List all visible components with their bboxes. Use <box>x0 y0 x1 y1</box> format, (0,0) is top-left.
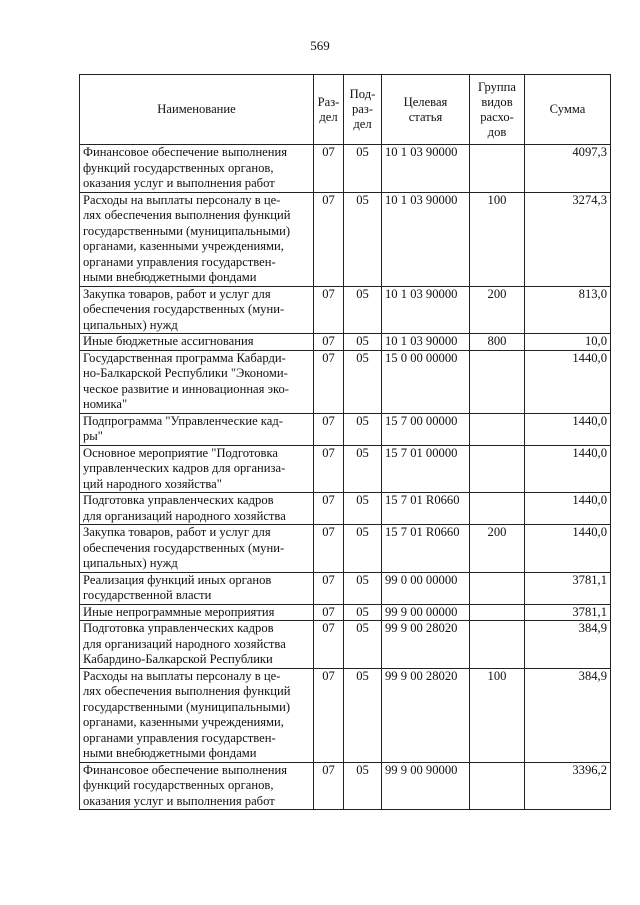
row-name: Реализация функций иных органов государственной власти <box>80 572 314 604</box>
row-article: 99 9 00 28020 <box>382 668 470 762</box>
row-subsection: 05 <box>344 525 382 573</box>
table-row <box>80 192 611 286</box>
header-group: Группа видов расхо- дов <box>470 75 525 145</box>
row-group <box>470 445 525 493</box>
row-group <box>470 413 525 445</box>
row-sum: 3274,3 <box>525 192 611 286</box>
row-section: 07 <box>314 413 344 445</box>
row-name: Подготовка управленческих кадров для организаций народного хозяйства <box>80 493 314 525</box>
header-sum: Сумма <box>525 75 611 145</box>
table-header-row <box>80 75 611 145</box>
row-name: Расходы на выплаты персоналу в це- лях обеспечения выполнения функций государственными (муниципальными) органами, казенными учреждениями, органами управления государствен- ными внебюджетными фондами <box>80 668 314 762</box>
table-row <box>80 762 611 810</box>
table-row <box>80 668 611 762</box>
row-sum: 10,0 <box>525 334 611 351</box>
table-row <box>80 145 611 193</box>
row-sum: 813,0 <box>525 286 611 334</box>
row-article: 10 1 03 90000 <box>382 192 470 286</box>
row-article: 10 1 03 90000 <box>382 286 470 334</box>
row-section: 07 <box>314 525 344 573</box>
row-section: 07 <box>314 604 344 621</box>
row-subsection: 05 <box>344 604 382 621</box>
header-article: Целевая статья <box>382 75 470 145</box>
row-name: Подпрограмма "Управленческие кад- ры" <box>80 413 314 445</box>
row-group <box>470 572 525 604</box>
row-name: Финансовое обеспечение выполнения функций государственных органов, оказания услуг и выполнения работ <box>80 145 314 193</box>
row-section: 07 <box>314 621 344 669</box>
table-row <box>80 286 611 334</box>
header-subsection: Под- раз- дел <box>344 75 382 145</box>
row-section: 07 <box>314 493 344 525</box>
row-subsection: 05 <box>344 572 382 604</box>
row-article: 99 9 00 90000 <box>382 762 470 810</box>
row-article: 15 7 01 R0660 <box>382 525 470 573</box>
row-section: 07 <box>314 572 344 604</box>
row-subsection: 05 <box>344 350 382 413</box>
header-name: Наименование <box>80 75 314 145</box>
table-row <box>80 413 611 445</box>
table-row <box>80 445 611 493</box>
row-group <box>470 604 525 621</box>
row-sum: 1440,0 <box>525 413 611 445</box>
table-row <box>80 525 611 573</box>
row-sum: 3781,1 <box>525 572 611 604</box>
row-article: 15 7 01 00000 <box>382 445 470 493</box>
row-article: 99 9 00 28020 <box>382 621 470 669</box>
row-group <box>470 621 525 669</box>
table-row <box>80 621 611 669</box>
table-body <box>80 145 611 810</box>
row-subsection: 05 <box>344 762 382 810</box>
row-sum: 1440,0 <box>525 525 611 573</box>
row-sum: 3781,1 <box>525 604 611 621</box>
row-group: 200 <box>470 525 525 573</box>
row-name: Подготовка управленческих кадров для организаций народного хозяйства Кабардино-Балкарской Республики <box>80 621 314 669</box>
row-article: 99 0 00 00000 <box>382 572 470 604</box>
row-subsection: 05 <box>344 286 382 334</box>
row-sum: 1440,0 <box>525 493 611 525</box>
table-row <box>80 334 611 351</box>
row-section: 07 <box>314 668 344 762</box>
row-article: 15 7 00 00000 <box>382 413 470 445</box>
row-sum: 3396,2 <box>525 762 611 810</box>
row-subsection: 05 <box>344 334 382 351</box>
row-group <box>470 145 525 193</box>
row-sum: 384,9 <box>525 668 611 762</box>
row-name: Иные непрограммные мероприятия <box>80 604 314 621</box>
row-article: 15 7 01 R0660 <box>382 493 470 525</box>
row-group: 200 <box>470 286 525 334</box>
row-subsection: 05 <box>344 413 382 445</box>
row-article: 10 1 03 90000 <box>382 334 470 351</box>
row-sum: 384,9 <box>525 621 611 669</box>
row-name: Закупка товаров, работ и услуг для обеспечения государственных (муни- ципальных) нужд <box>80 286 314 334</box>
row-subsection: 05 <box>344 192 382 286</box>
row-group <box>470 350 525 413</box>
row-section: 07 <box>314 145 344 193</box>
page-number: 569 <box>310 38 330 53</box>
budget-table <box>79 74 611 810</box>
row-subsection: 05 <box>344 621 382 669</box>
row-sum: 4097,3 <box>525 145 611 193</box>
row-name: Расходы на выплаты персоналу в це- лях обеспечения выполнения функций государственными (муниципальными) органами, казенными учреждениями, органами управления государствен- ными внебюджетными фондами <box>80 192 314 286</box>
row-article: 15 0 00 00000 <box>382 350 470 413</box>
row-section: 07 <box>314 334 344 351</box>
row-name: Финансовое обеспечение выполнения функций государственных органов, оказания услуг и выполнения работ <box>80 762 314 810</box>
row-article: 99 9 00 00000 <box>382 604 470 621</box>
row-section: 07 <box>314 192 344 286</box>
table-row <box>80 604 611 621</box>
header-section: Раз- дел <box>314 75 344 145</box>
row-article: 10 1 03 90000 <box>382 145 470 193</box>
row-section: 07 <box>314 762 344 810</box>
row-name: Иные бюджетные ассигнования <box>80 334 314 351</box>
row-group <box>470 493 525 525</box>
table-row <box>80 350 611 413</box>
row-section: 07 <box>314 286 344 334</box>
row-sum: 1440,0 <box>525 350 611 413</box>
row-group: 100 <box>470 668 525 762</box>
row-section: 07 <box>314 350 344 413</box>
row-group: 100 <box>470 192 525 286</box>
row-section: 07 <box>314 445 344 493</box>
row-group: 800 <box>470 334 525 351</box>
row-subsection: 05 <box>344 493 382 525</box>
row-subsection: 05 <box>344 145 382 193</box>
table-row <box>80 572 611 604</box>
row-subsection: 05 <box>344 668 382 762</box>
row-name: Государственная программа Кабарди- но-Балкарской Республики "Экономи- ческое развитие и инновационная эко- номика" <box>80 350 314 413</box>
row-name: Основное мероприятие "Подготовка управленческих кадров для организа- ций народного хозяйства" <box>80 445 314 493</box>
row-sum: 1440,0 <box>525 445 611 493</box>
table-row <box>80 493 611 525</box>
row-name: Закупка товаров, работ и услуг для обеспечения государственных (муни- ципальных) нужд <box>80 525 314 573</box>
row-subsection: 05 <box>344 445 382 493</box>
row-group <box>470 762 525 810</box>
